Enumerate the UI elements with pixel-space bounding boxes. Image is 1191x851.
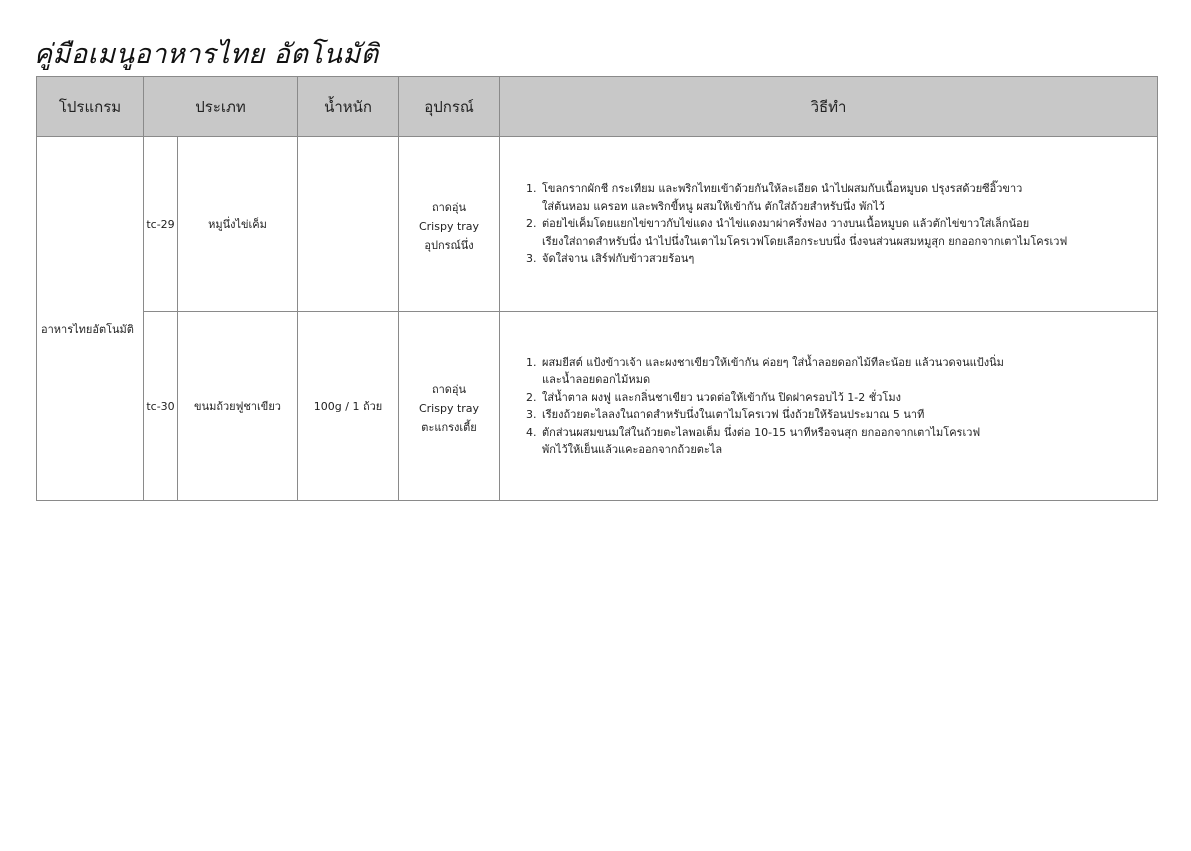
menu-weight (298, 137, 399, 312)
method-step (540, 180, 1149, 215)
menu-equipment (399, 312, 500, 501)
menu-name: หมูนึ่งไข่เค็ม (178, 137, 298, 312)
menu-code: tc-30 (144, 312, 178, 501)
equipment-item: Crispy tray (418, 402, 480, 415)
header-program: โปรแกรม (37, 77, 144, 137)
step-line: 4. ตักส่วนผสมขนมใส่ในถ้วยตะไลพอเต็ม นึ่งต่อ 10-15 นาทีหรือจนสุก ยกออกจากเตาไมโครเวฟ (542, 425, 981, 439)
menu-equipment (399, 137, 500, 312)
menu-method (500, 137, 1158, 312)
equipment-item: ถาดอุ่น (431, 201, 467, 214)
menu-weight: 100g / 1 ถ้วย (298, 312, 399, 501)
equipment-item: ถาดอุ่น (431, 383, 467, 396)
header-row (37, 77, 1158, 137)
method-step (540, 406, 1149, 424)
step-line: 2. ใส่น้ำตาล ผงฟู และกลิ่นชาเขียว นวดต่อให้เข้ากัน ปิดฝาครอบไว้ 1-2 ชั่วโมง (542, 390, 901, 404)
step-line: ใส่ต้นหอม แครอท และพริกขี้หนู ผสมให้เข้ากัน ตักใส่ถ้วยสำหรับนึ่ง พักไว้ (542, 199, 885, 213)
step-line: 3. เรียงถ้วยตะไลลงในถาดสำหรับนึ่งในเตาไมโครเวฟ นึ่งถ้วยให้ร้อนประมาณ 5 นาที (542, 408, 925, 421)
step-line: และน้ำลอยดอกไม้หมด (542, 373, 651, 386)
method-steps (522, 354, 1149, 459)
document-title: คู่มือเมนูอาหารไทย อัตโนมัติ (34, 39, 379, 70)
method-step (540, 215, 1149, 250)
equipment-item: อุปกรณ์นึ่ง (424, 239, 474, 252)
equipment-item: ตะแกรงเตี้ย (421, 421, 477, 434)
table-row (37, 137, 1158, 312)
table-row (37, 312, 1158, 501)
step-line: เรียงใส่ถาดสำหรับนึ่ง นำไปนึ่งในเตาไมโครเวฟโดยเลือกระบบนึ่ง นึ่งจนส่วนผสมหมูสุก ยกออกจากเตาไมโครเวฟ (542, 234, 1068, 248)
header-category: ประเภท (144, 77, 298, 137)
step-line: 3. จัดใส่จาน เสิร์ฟกับข้าวสวยร้อนๆ (542, 252, 695, 266)
method-step (540, 354, 1149, 389)
header-weight: น้ำหนัก (298, 77, 399, 137)
method-step (540, 389, 1149, 407)
method-step (540, 250, 1149, 268)
menu-name: ขนมถ้วยฟูชาเขียว (178, 312, 298, 501)
step-line: 2. ต่อยไข่เค็มโดยแยกไข่ขาวกับไข่แดง นำไข่แดงมาผ่าครึ่งฟอง วางบนเนื้อหมูบด แล้วตักไข่ขาวใส่เล็กน้อย (542, 217, 1030, 231)
method-step (540, 424, 1149, 459)
equipment-item: Crispy tray (418, 220, 480, 233)
method-steps (522, 180, 1149, 268)
header-equipment: อุปกรณ์ (399, 77, 500, 137)
step-line: 1. ผสมยีสต์ แป้งข้าวเจ้า และผงชาเขียวให้เข้ากัน ค่อยๆ ใส่น้ำลอยดอกไม้ทีละน้อย แล้วนวดจนแป้งนิ่ม (542, 355, 1004, 369)
step-line: พักไว้ให้เย็นแล้วแคะออกจากถ้วยตะไล (542, 443, 723, 456)
menu-table (36, 76, 1158, 501)
program-name: อาหารไทยอัตโนมัติ (37, 137, 144, 501)
step-line: 1. โขลกรากผักชี กระเทียม และพริกไทยเข้าด้วยกันให้ละเอียด นำไปผสมกับเนื้อหมูบด ปรุงรสด้วยซีอิ๊วขาว (542, 182, 1023, 196)
header-method: วิธีทำ (500, 77, 1158, 137)
menu-code: tc-29 (144, 137, 178, 312)
menu-method (500, 312, 1158, 501)
